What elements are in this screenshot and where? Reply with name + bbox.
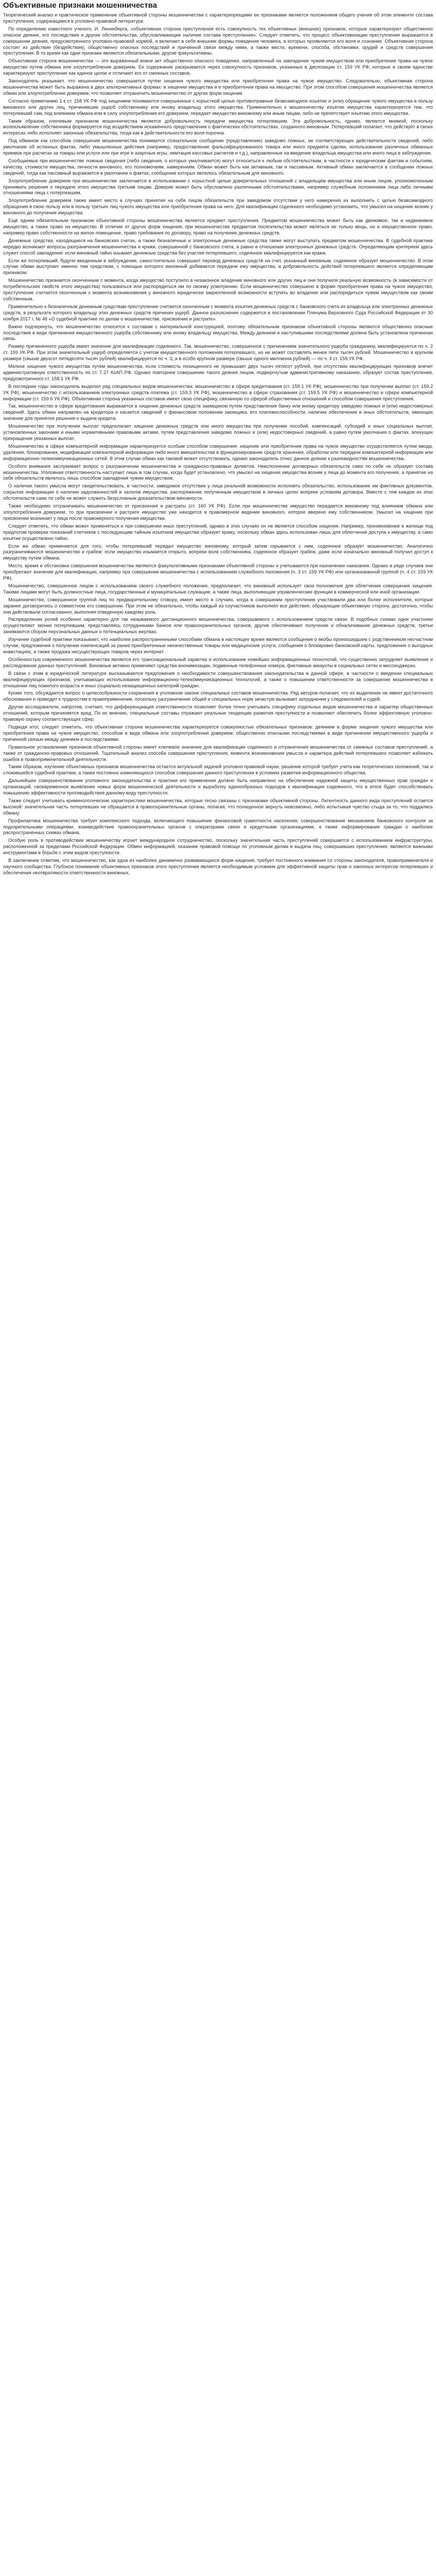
article-paragraph: Злоупотребление доверием также имеет место в случаях принятия на себя лицом обязательств при заведомом отсутствии у него намерения их выполнить с целью безвозмездного обращения в свою пользу или в пользу третьих лиц чужого имущества или приобретения права на него. Для квалификации содеянного необходимо установить, что умысел на хищение возник у виновного до получения имущества. [3,198,433,216]
article-paragraph: Законодатель указывает, что мошенничество совершается путем хищения чужого имущества или приобретения права на чужое имущество. Следовательно, объективная сторона мошенничества может быть выражена в двух альтернативных формах: в хищении имущества и в приобретении права на имущество. При этом способом совершения мошенничества является обман или злоупотребление доверием, что позволяет отграничить мошенничество от других форм хищения. [3,78,433,96]
article-paragraph: Так, мошенничество в сфере кредитования выражается в хищении денежных средств заемщиком путем представления банку или иному кредитору заведомо ложных и (или) недостоверных сведений. Здесь обман направлен на кредитора и касается сведений о финансовом положении заемщика, его платежеспособности, наличии обеспечения и иных обстоятельств, имеющих значение для принятия решения о выдаче кредита. [3,403,433,421]
article-paragraph: Изучение судебной практики показывает, что наиболее распространенными способами обмана в настоящее время являются сообщения о якобы произошедшем с родственником несчастном случае, предложения о получении компенсаций за ранее приобретенные некачественные товары или медицинские услуги, сообщения о блокировке банковской карты, предложения о выгодных инвестициях, а также продажа несуществующих товаров через интернет. [3,637,433,654]
article-paragraph: Правильное установление признаков объективной стороны имеет ключевое значение для квалификации содеянного и отграничения мошенничества от смежных составов преступлений, а также от гражданско-правовых отношений. Тщательный анализ способа совершения преступления, момента возникновения умысла и характера действий потерпевшего позволяет избежать ошибок в правоприменительной деятельности. [3,744,433,762]
article-paragraph: Также необходимо отграничивать мошенничество от присвоения и растраты (ст. 160 УК РФ). Если при мошенничестве имущество передается виновному под влиянием обмана или злоупотребления доверием, то при присвоении и растрате имущество уже находится в правомерном ведении виновного, которое вверено ему собственником. Умысел на хищение при присвоении возникает у лица после правомерного получения имущества. [3,503,433,521]
article-paragraph: Если же обман применяется для того, чтобы потерпевший передал имущество виновному, который затем скрывается с ним, содеянное образует мошенничество. Аналогично разграничиваются мошенничество и грабеж: если имущество изымается открыто, вопреки воле собственника, содеянное образует грабеж, даже если изначально виновный получил доступ к имуществу путем обмана. [3,543,433,561]
article-paragraph: Другие исследователи, напротив, считают, что дифференциация ответственности позволяет более точно учитывать специфику отдельных видов мошенничества и характер общественных отношений, которым причиняется вред. По их мнению, специальные составы отражают реальные тенденции развития преступности и позволяют обеспечить более эффективную уголовно-правовую охрану соответствующих сфер. [3,704,433,722]
article-paragraph: В последние годы законодатель выделил ряд специальных видов мошенничества: мошенничество в сфере кредитования (ст. 159.1 УК РФ), мошенничество при получении выплат (ст. 159.2 УК РФ), мошенничество с использованием электронных средств платежа (ст. 159.3 УК РФ), мошенничество в сфере страхования (ст. 159.5 УК РФ) и мошенничество в сфере компьютерной информации (ст. 159.6 УК РФ). Объективная сторона указанных составов имеет свою специфику, связанную со сферой общественных отношений и способом совершения преступления. [3,383,433,401]
article-body [3,12,433,876]
article-paragraph: Таким образом, ключевым признаком мошенничества является добровольность передачи имущества потерпевшим. Эта добровольность, однако, является мнимой, поскольку волеизъявление собственника формируется под воздействием искажённого представления о фактических обстоятельствах, созданного виновным. Потерпевший полагает, что действует в своих интересах либо исполняет законные обязательства, тогда как в действительности его воля порочна. [3,118,433,136]
article-paragraph: Мошенничество в сфере компьютерной информации характеризуется особым способом совершения: хищение или приобретение права на чужое имущество осуществляется путем ввода, удаления, блокирования, модификации компьютерной информации либо иного вмешательства в функционирование средств хранения, обработки или передачи компьютерной информации или информационно-телекоммуникационных сетей. В этом случае обман как таковой может отсутствовать, однако законодатель отнес данное деяние к разновидностям мошенничества. [3,443,433,461]
article-paragraph: Профилактика мошенничества требует комплексного подхода, включающего повышение финансовой грамотности населения, совершенствование механизмов банковского контроля за подозрительными операциями, взаимодействие правоохранительных органов с операторами связи и кредитными организациями, а также информирование граждан о наиболее распространенных схемах обмана. [3,818,433,836]
article-paragraph: В заключение отметим, что мошенничество, как одна из наиболее динамично развивающихся форм хищения, требует постоянного внимания со стороны законодателя, правоприменителя и научного сообщества. Глубокое понимание объективных признаков этого преступления является необходимым условием для эффективной защиты прав и законных интересов потерпевших и обеспечения неотвратимости ответственности виновных. [3,858,433,875]
article-paragraph: Также следует учитывать криминологические характеристики мошенничества, которые тесно связаны с признаками объективной стороны. Латентность данного вида преступлений остается высокой: значительная часть потерпевших не обращается в правоохранительные органы, полагая, что похищенное вернуть невозможно, либо испытывая чувство стыда за то, что поддались обману. [3,798,433,816]
article-paragraph: Таким образом, изучение объективных признаков мошенничества остается актуальной задачей уголовно-правовой науки, решение которой требует учета как теоретических положений, так и сложившейся судебной практики, а также постоянно изменяющихся способов совершения данного преступления в условиях развития информационного общества. [3,764,433,776]
article-paragraph: Место, время и обстановка совершения мошенничества являются факультативными признаками объективной стороны и учитываются при назначении наказания. Однако в ряде случаев они приобретают значение для квалификации, например при совершении мошенничества с использованием служебного положения (ч. 3 ст. 159 УК РФ) или организованной группой (ч. 4 ст. 159 УК РФ). [3,563,433,581]
article-paragraph: О наличии такого умысла могут свидетельствовать, в частности, заведомое отсутствие у лица реальной возможности исполнить обязательство, использование им фиктивных документов, сокрытие информации о наличии задолженностей и залогов имущества, распоряжение полученным имуществом в личных целях вопреки условиям договора. Вместе с тем каждое из этих обстоятельств само по себе не может служить безусловным доказательством виновности. [3,483,433,501]
article-paragraph: Мошенничество, совершенное лицом с использованием своего служебного положения, предполагает, что виновный использует свои полномочия для облегчения совершения хищения. Такими лицами могут быть должностные лица, государственные и муниципальные служащие, а также лица, выполняющие управленческие функции в коммерческой или иной организации. [3,583,433,595]
article-paragraph: По определению известного ученого, И. Ленинберга, «объективная сторона преступления есть совокупность тех объективных (внешних) признаков, которые характеризуют общественно опасное деяние, его последствия и другие обстоятельства, обусловливающие наличие состава преступления». Следует отметить, что процесс объективизации преступления выражается в совершении деяния, предусмотренного уголовно-правовой нормой, и включает в себя внешние формы поведения человека, в которых проявляются его воля и сознание. Объективная сторона состоит из действия (бездействия), общественно опасных последствий и причинной связи между ними, а также места, времени, способа, обстановки, орудий и средств совершения преступления. В то время как одни признаки являются обязательными, другие факультативны. [3,26,433,56]
article-paragraph: Особую роль в противодействии мошенничеству играет международное сотрудничество, поскольку значительная часть преступлений совершается с использованием инфраструктуры, расположенной за пределами Российской Федерации. Обмен информацией, оказание правовой помощи по уголовным делам и выдача лиц, совершивших преступления, являются важными инструментами в борьбе с этим видом преступности. [3,838,433,856]
article-paragraph: Мошенничество признается оконченным с момента, когда имущество поступило в незаконное владение виновного или других лиц и они получили реальную возможность (в зависимости от потребительских свойств этого имущества) пользоваться или распорядиться им по своему усмотрению. Если мошенничество совершено в форме приобретения права на чужое имущество, преступление считается оконченным с момента возникновения у виновного юридически закрепленной возможности вступить во владение или распорядиться чужим имуществом как своим собственным. [3,278,433,301]
article-paragraph: Объективная сторона мошенничества — это выраженный вовне акт общественно опасного поведения, направленный на завладение чужим имуществом или приобретение права на чужое имущество путем обмана или злоупотребления доверием. Ее содержание раскрывается через совокупность признаков, указанных в диспозиции ст. 159 УК РФ, которые в своем единстве характеризуют преступление как единое целое и отличают его от смежных составов. [3,58,433,76]
article [0,0,436,876]
article-paragraph: Подводя итог, следует отметить, что объективная сторона мошенничества характеризуется совокупностью обязательных признаков: деянием в форме хищения чужого имущества или приобретения права на чужое имущество, способом в виде обмана или злоупотребления доверием, общественно опасными последствиями в виде причинения имущественного ущерба и причинной связью между деянием и последствиями. [3,724,433,742]
article-title: Объективные признаки мошенничества [3,1,158,10]
article-paragraph: Кроме того, обсуждается вопрос о целесообразности сохранения в уголовном законе специальных составов мошенничества. Ряд авторов полагает, что их выделение не имеет достаточного обоснования и приводит к трудностям в правоприменении, поскольку разграничение общей и специальных норм зачастую вызывает затруднения у следователей и судей. [3,690,433,702]
article-paragraph: Ещё одним обязательным признаком объективной стороны мошенничества является предмет преступления. Предметом мошенничества может быть как движимое, так и недвижимое имущество, а также право на имущество. В отличие от других форм хищения, при мошенничестве предметом посягательства может являться не только вещь, но и имущественное право, например право собственности на жилое помещение, право требования по договору, право на получение денежных средств. [3,218,433,235]
article-paragraph: Размер причиненного ущерба имеет значение для квалификации содеянного. Так, мошенничество, совершенное с причинением значительного ущерба гражданину, квалифицируется по ч. 2 ст. 159 УК РФ. При этом значительный ущерб определяется с учетом имущественного положения потерпевшего, но не может составлять менее пяти тысяч рублей. Мошенничество в крупном размере (свыше двухсот пятидесяти тысяч рублей) квалифицируется по ч. 3, а в особо крупном размере (свыше одного миллиона рублей) — по ч. 4 ст. 159 УК РФ. [3,344,433,362]
article-paragraph: Мелкое хищение чужого имущества путем мошенничества, если стоимость похищенного не превышает двух тысяч пятисот рублей, при отсутствии квалифицирующих признаков влечет административную ответственность по ст. 7.27 КоАП РФ. Однако повторное совершение такого деяния лицом, подвергнутым административному наказанию, образует состав преступления, предусмотренного ст. 158.1 УК РФ. [3,364,433,381]
article-paragraph: Согласно примечанию 1 к ст. 158 УК РФ под хищением понимаются совершенные с корыстной целью противоправные безвозмездное изъятие и (или) обращение чужого имущества в пользу виновного или других лиц, причинившие ущерб собственнику или иному владельцу этого имущества. Применительно к мошенничеству изъятие имущества характеризуется тем, что потерпевший сам, под влиянием обмана или в силу злоупотребления его доверием, передает имущество виновному или иным лицам, либо не препятствует изъятию этого имущества. [3,98,433,116]
article-paragraph: Особого внимания заслуживает вопрос о разграничении мошенничества и гражданско-правовых деликтов. Неисполнение договорных обязательств само по себе не образует состава мошенничества. Уголовная ответственность наступает лишь в том случае, когда будет установлено, что умысел на хищение имущества возник у лица до момента его получения, а принятие на себя обязательств являлось лишь способом завладения чужим имуществом. [3,463,433,481]
article-paragraph: Распределение ролей особенно характерно для так называемого дистанционного мошенничества, совершаемого с использованием средств связи. В подобных схемах одни участники осуществляют звонки потерпевшим, представляясь сотрудниками банков или правоохранительных органов, другие обеспечивают получение и обналичивание денежных средств, третьи занимаются сбором персональных данных о потенциальных жертвах. [3,617,433,635]
article-paragraph: Дальнейшее совершенствование уголовного законодательства и практики его применения должно быть направлено на обеспечение надежной защиты имущественных прав граждан и организаций, своевременное выявление новых форм мошеннической деятельности и выработку единообразных подходов к квалификации содеянного, что в итоге будет способствовать повышению эффективности противодействия данному виду преступности. [3,778,433,796]
article-paragraph: Под обманом как способом совершения мошенничества понимается сознательное сообщение (представление) заведомо ложных, не соответствующих действительности сведений, либо умолчание об истинных фактах, либо умышленные действия (например, предоставление фальсифицированного товара или иного предмета сделки, использование различных обманных приемов при расчетах за товары или услуги или при игре в азартные игры, имитация кассовых расчетов и т.д.), направленные на введение владельца имущества или иного лица в заблуждение. [3,138,433,156]
article-paragraph: В связи с этим в юридической литературе высказываются предложения о необходимости совершенствования законодательства в данной сфере, в частности о введении специальных квалифицирующих признаков, учитывающих использование информационно-телекоммуникационных технологий, а также о повышении ответственности за совершение мошенничества в отношении лиц пожилого возраста и иных социально незащищенных категорий граждан. [3,670,433,688]
article-paragraph: Сообщаемые при мошенничестве ложные сведения (либо сведения, о которых умалчивается) могут относиться к любым обстоятельствам, в частности к юридическим фактам и событиям, качеству, стоимости имущества, личности виновного, его полномочиям, намерениям. Обман может быть как активным, так и пассивным. Активный обман заключается в сообщении ложных сведений, тогда как пассивный выражается в умолчании о фактах, сообщение которых являлось обязательным для виновного. [3,158,433,176]
article-paragraph: Если же потерпевший, будучи введенным в заблуждение, самостоятельно совершает перевод денежных средств на счет, указанный виновным, содеянное образует мошенничество. В этом случае обман выступает именно тем средством, с помощью которого виновный добивается передачи ему имущества, а добровольность действий потерпевшего является определяющим признаком. [3,258,433,276]
article-paragraph: Мошенничество при получении выплат предполагает хищение денежных средств или иного имущества при получении пособий, компенсаций, субсидий и иных социальных выплат, установленных законами и иными нормативными правовыми актами, путем представления заведомо ложных и (или) недостоверных сведений, а равно путем умолчания о фактах, влекущих прекращение указанных выплат. [3,423,433,441]
article-paragraph: Важно подчеркнуть, что мошенничество относится к составам с материальной конструкцией, поэтому обязательным признаком объективной стороны являются общественно опасные последствия в виде причинения имущественного ущерба собственнику или иному владельцу имущества. Между деянием и наступившими последствиями должна быть установлена причинная связь. [3,324,433,342]
article-paragraph: Теоретический анализ и практическое применение объективной стороны мошенничества с характеризующими ее признаками является положением общего учения об этом элементе состава преступления, содержащимся в уголовно-правовой литературе. [3,12,433,24]
article-paragraph: Злоупотребление доверием при мошенничестве заключается в использовании с корыстной целью доверительных отношений с владельцем имущества или иным лицом, уполномоченным принимать решения о передаче этого имущества третьим лицам. Доверие может быть обусловлено различными обстоятельствами, например служебным положением лица либо личными отношениями лица с потерпевшим. [3,178,433,196]
article-paragraph: Денежные средства, находящиеся на банковских счетах, а также безналичные и электронные денежные средства также могут выступать предметом мошенничества. В судебной практике нередко возникают вопросы разграничения мошенничества и кражи, совершенной с банковского счета, а равно в отношении электронных денежных средств. Определяющим критерием здесь служит способ завладения: если виновный тайно изымает денежные средства без участия потерпевшего, содеянное квалифицируется как кража. [3,238,433,256]
article-paragraph: Следует отметить, что обман может применяться и при совершении иных преступлений, однако в этих случаях он не является способом хищения. Например, проникновение в жилище под предлогом проверки показаний счетчиков с последующим тайным изъятием имущества образует кражу, поскольку обман здесь использован лишь для облегчения доступа к имуществу, а само изъятие осуществлено тайно. [3,523,433,541]
article-paragraph: Особенностью современного мошенничества является его транснациональный характер и использование новейших информационных технологий, что существенно затрудняет выявление и расследование данных преступлений. Виновные активно применяют средства анонимизации, подменные телефонные номера, фиктивные аккаунты в социальных сетях и мессенджерах. [3,656,433,668]
article-paragraph: Применительно к безналичным денежным средствам преступление считается оконченным с момента изъятия денежных средств с банковского счета их владельца или электронных денежных средств, в результате которого владельцу этих денежных средств причинен ущерб. Данное разъяснение содержится в постановлении Пленума Верховного Суда Российской Федерации от 30 ноября 2017 г. № 48 «О судебной практике по делам о мошенничестве, присвоении и растрате». [3,303,433,321]
article-paragraph: Мошенничество, совершенное группой лиц по предварительному сговору, имеет место в случаях, когда в совершении преступления участвовали два или более исполнителя, которые заранее договорились о совместном его совершении. При этом не обязательно, чтобы каждый из соучастников выполнял все действия, образующие объективную сторону, достаточно, чтобы они действовали согласованно, выполняя отведенную каждому роль. [3,597,433,615]
